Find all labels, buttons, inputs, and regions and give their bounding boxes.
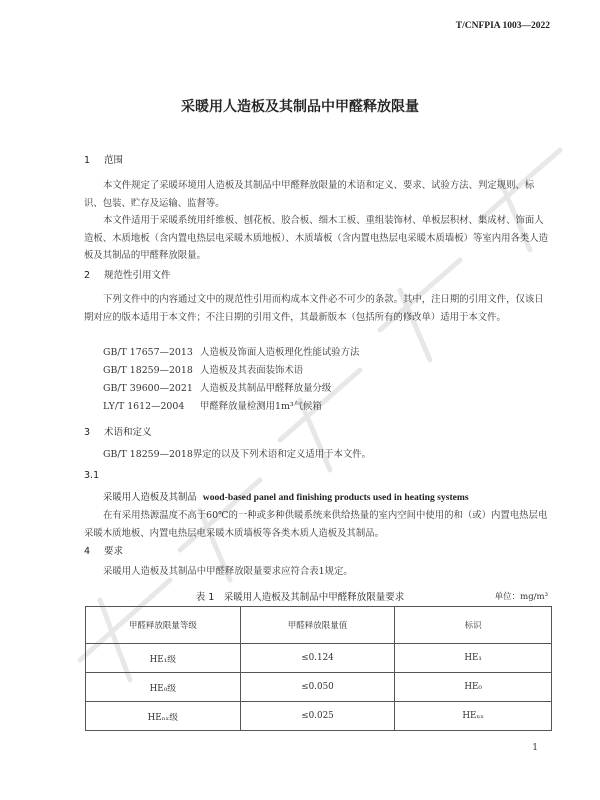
reference-title: 人造板及其制品甲醛释放量分级 xyxy=(200,383,332,394)
table-row xyxy=(86,702,552,731)
table-cell: HEₙₓ xyxy=(395,702,552,731)
table-cell: ≤0.124 xyxy=(240,644,395,673)
terms-paragraph: GB/T 18259—2018界定的以及下列术语和定义适用于本文件。 xyxy=(103,449,371,460)
section-number: 3 xyxy=(84,427,91,438)
table-cell: HE₀ xyxy=(395,673,552,702)
reference-title: 甲醛释放量检测用1m³气候箱 xyxy=(200,401,322,412)
section-heading-normative xyxy=(84,267,171,281)
section-heading-terms xyxy=(84,424,152,438)
term-entry xyxy=(103,489,571,507)
term-chinese: 采暖用人造板及其制品 xyxy=(103,492,197,503)
reference-item xyxy=(103,362,303,376)
table-header-row xyxy=(86,607,552,644)
reference-title: 人造板及饰面人造板理化性能试验方法 xyxy=(200,347,360,358)
section-heading-requirements xyxy=(84,543,123,557)
table-cell: ≤0.025 xyxy=(240,702,395,731)
reference-code: GB/T 18259—2018 xyxy=(103,365,193,376)
reference-item xyxy=(103,398,322,412)
table-row xyxy=(86,673,552,702)
table-header-cell: 甲醛释放限量值 xyxy=(240,607,395,644)
section-title: 规范性引用文件 xyxy=(104,270,171,281)
limits-table xyxy=(85,606,552,731)
reference-code: LY/T 1612—2004 xyxy=(103,401,185,412)
scope-paragraph-1: 本文件规定了采暖环境用人造板及其制品中甲醛释放限量的术语和定义、要求、试验方法、判定规则、标识、包装、贮存及运输、监督等。 xyxy=(84,180,535,209)
section-title: 术语和定义 xyxy=(104,427,152,438)
section-title: 范围 xyxy=(104,155,124,166)
reference-item xyxy=(103,344,359,358)
standard-code: T/CNFPIA 1003—2022 xyxy=(455,21,550,31)
table-header-cell: 甲醛释放限量等级 xyxy=(86,607,241,644)
requirements-paragraph: 采暖用人造板及其制品中甲醛释放限量要求应符合表1规定。 xyxy=(103,566,353,577)
table-cell: HE₀级 xyxy=(86,673,241,702)
section-number: 1 xyxy=(84,155,91,166)
reference-item xyxy=(103,380,331,394)
reference-code: GB/T 17657—2013 xyxy=(103,347,193,358)
table-header-cell: 标识 xyxy=(395,607,552,644)
table-cell: ≤0.050 xyxy=(240,673,395,702)
section-heading-scope xyxy=(84,152,123,166)
table-unit: 单位：mg/m³ xyxy=(494,592,548,602)
table-cell: HE₁级 xyxy=(86,644,241,673)
scope-paragraph-2: 本文件适用于采暖系统用纤维板、刨花板、胶合板、细木工板、重组装饰材、单板层积材、集成材、饰面人造板、木质地板（含内置电热层电采暖木质地板）、木质墙板（含内置电热层电采暖木质墙板）等室内用各类人造板及其制品的甲醛释放限量。 xyxy=(84,215,549,261)
table-cell: HEₙₓ级 xyxy=(86,702,241,731)
table-row xyxy=(86,644,552,673)
section-title: 要求 xyxy=(104,546,124,557)
section-number: 4 xyxy=(84,546,91,557)
reference-code: GB/T 39600—2021 xyxy=(103,383,193,394)
normative-paragraph: 下列文件中的内容通过文中的规范性引用而构成本文件必不可少的条款。其中，注日期的引用文件，仅该日期对应的版本适用于本文件；不注日期的引用文件，其最新版本（包括所有的修改单）适用于本文件。 xyxy=(84,294,544,323)
table-cell: HE₁ xyxy=(395,644,552,673)
term-definition: 在有采用热源温度不高于60℃的一种或多种供暖系统来供给热量的室内空间中使用的和（或）内置电热层电采暖木质地板、内置电热层电采暖木质墙板等各类木质人造板及其制品。 xyxy=(84,510,548,539)
subsection-number: 3.1 xyxy=(84,470,100,481)
page-number: 1 xyxy=(532,743,538,753)
term-english: wood-based panel and finishing products used in heating systems xyxy=(202,492,469,503)
table-caption: 表 1 采暖用人造板及其制品中甲醛释放限量要求 xyxy=(195,592,405,603)
reference-title: 人造板及其表面装饰术语 xyxy=(200,365,304,376)
section-number: 2 xyxy=(84,270,91,281)
document-title: 采暖用人造板及其制品中甲醛释放限量 xyxy=(181,99,419,115)
